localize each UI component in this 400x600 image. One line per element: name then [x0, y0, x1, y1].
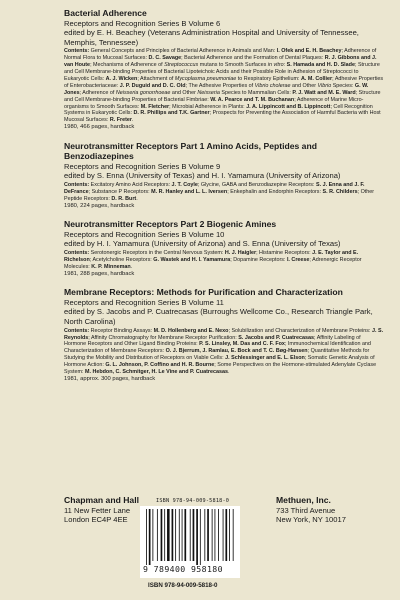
publisher-address-line: New York, NY 10017 [276, 515, 346, 525]
book-entry [64, 219, 384, 278]
book-pages: 1980, 224 pages, hardback [64, 202, 135, 209]
barcode-bar [157, 509, 158, 561]
publisher-footer [64, 496, 384, 596]
book-contents: Contents: Receptor Binding Assays: M. D. Hollenberg and E. Nexo; Solubilization and Characterization of Membrane Proteins: J. S. Reynolds; Affinity Chromatography for Membrane Receptor Purification: S. Jacobs and P. Cuatrecasas; Affinity Labeling of Hormone Receptors and Other Ligand Binding Proteins: P. S. Linsley, M. Das and C. F. Fox; Immunochemical Identification and Characterization of Membrane Receptors: O. J. Bjerrum, J. Ramlau, E. Bock and T. C. Bøg-Hansen; Quantitative Methods for Studying the Mobility and Distribution of Receptors on Viable Cells: J. Schlessinger and E. L. Elson; Somatic Genetic Analysis of Hormone Action: G. L. Johnson, P. Coffino and H. R. Bourne; Some Perspectives on the Hormone-stimulated Adenylate Cyclase System: M. Hebdon, C. Schmitger, H. Le Vine and P. Cuatrecasas. [64, 327, 384, 376]
book-series: Receptors and Recognition Series B Volume 11 [64, 297, 224, 307]
barcode-digits: 9 789400 958180 [143, 563, 223, 574]
book-editors: edited by H. I. Yamamura (University of Arizona) and S. Enna (University of Texas) [64, 239, 341, 249]
book-list [64, 8, 384, 393]
barcode-bar [225, 509, 227, 561]
barcode-bar [204, 509, 205, 561]
book-title: Bacterial Adherence [64, 8, 147, 18]
book-title: Membrane Receptors: Methods for Purification and Characterization [64, 287, 343, 298]
book-pages: 1981, approx. 300 pages, hardback [64, 375, 156, 382]
barcode-bar [223, 509, 224, 561]
book-series: Receptors and Recognition Series B Volume 6 [64, 18, 221, 28]
barcode-bar [212, 509, 213, 561]
barcode-icon [146, 509, 234, 565]
barcode-bar [207, 509, 209, 561]
publisher-name: Chapman and Hall [64, 495, 139, 505]
book-editors: edited by S. Enna (University of Texas) and H. I. Yamamura (University of Arizona) [64, 171, 341, 181]
publisher-name: Methuen, Inc. [276, 495, 331, 505]
book-series: Receptors and Recognition Series B Volume 10 [64, 229, 225, 239]
book-contents: Contents: Serotonergic Receptors in the Central Nervous System: H. J. Haigler; Histamine Receptors: J. E. Taylor and E. Richelson; Acetylcholine Receptors: G. Wastek and H. I. Yamamura; Dopamine Receptors: I. Creese; Adrenergic Receptor Molecules: K. P. Minneman. [64, 250, 362, 270]
book-pages: 1980, 466 pages, hardback [64, 124, 135, 131]
barcode-bar [215, 509, 216, 561]
book-title: Neurotransmitter Receptors Part 1 Amino Acids, Peptides and Benzodiazepines [64, 140, 317, 162]
isbn-label-bottom: ISBN 978-94-009-5818-0 [148, 582, 218, 589]
book-entry [64, 8, 384, 132]
book-entry [64, 141, 384, 211]
isbn-label-top: ISBN 978-94-009-5818-0 [156, 498, 230, 504]
barcode-bar [149, 509, 151, 565]
barcode-bar [172, 509, 174, 561]
barcode-bar [200, 509, 201, 565]
book-title: Neurotransmitter Receptors Part 2 Biogenic Amines [64, 219, 277, 230]
book-entry [64, 287, 384, 383]
publisher-address-line: 733 Third Avenue [276, 505, 336, 515]
book-contents: Contents: Excitatory Amino Acid Receptors: J. T. Coyle; Glycine, GABA and Benzodiazepine Receptors: S. J. Enna and J. F. DeFrance; Substance P Receptors: M. R. Hanley and L. L. Iversen; Enkephalin and Endorphin Receptors: S. R. Childers; Other Peptide Receptors: D. R. Burt. [64, 182, 375, 202]
publisher-right [276, 496, 346, 525]
publisher-address-line: 11 New Fetter Lane [64, 505, 131, 515]
barcode-area [140, 498, 258, 578]
publisher-left [64, 496, 139, 525]
barcode-bar [179, 509, 180, 561]
book-editors: edited by S. Jacobs and P. Cuatrecasas (Burroughs Wellcome Co., Research Triangle Park, North Carolina) [64, 307, 373, 327]
barcode-bar [196, 509, 198, 565]
barcode-bar [218, 509, 219, 561]
barcode-bar [193, 509, 195, 561]
barcode-bar [152, 509, 153, 561]
book-pages: 1981, 288 pages, hardback [64, 270, 135, 277]
barcode-bar [146, 509, 147, 565]
book-contents: Contents: General Concepts and Principles of Bacterial Adherence in Animals and Man: I. Ofek and E. H. Beachey; Adherence of Normal Flora to Mucosal Surfaces: D. C. Savage; Bacterial Adherence and the Formation of Dental Plaques: R. J. Gibbons and J. van Houte; Mechanisms of Adherence of Streptococcus mutans to Smooth Surfaces in vitro: S. Hamada and H. D. Slade; Structure and Cell Membrane-binding Properties of Bacterial Lipoteichoic Acids and their Possible Role in Adhesion of Streptococci to Eukaryotic Cells: A. J. Wicken; Attachment of Mycoplasma pneumoniae to Respiratory Epithelium: A. M. Collier; Adhesive Properties of Enterobacteriaceae: J. P. Duguid and D. C. Old; The Adhesive Properties of Vibrio cholerae and Other Vibrio Species: G. W. Jones; Adherence of Neisseria gonorrhoeae and Other Neisseria Species to Mammalian Cells: P. J. Watt and M. E. Ward; Structure and Cell Membrane-binding Properties of Bacterial Fimbriae: W. A. Pearce and T. M. Buchanan; Adherence of Marine Micro-organisms to Smooth Surfaces: M. Fletcher; Microbial Adherence in Plants: J. A. Lippincott and B. Lippincott; Cell Recognition Systems in Eukaryotic Cells: D. R. Phillips and T.K. Gartner; Prospects for Preventing the Association of Harmful Bacteria with Host Mucosal Surfaces: R. Freter. [64, 48, 384, 124]
book-series: Receptors and Recognition Series B Volume 9 [64, 161, 221, 171]
barcode-panel [140, 506, 240, 578]
barcode-bar [161, 509, 163, 561]
barcode-bar [190, 509, 191, 561]
barcode-bar [229, 509, 230, 561]
barcode-bar [167, 509, 170, 561]
barcode-bar [175, 509, 176, 561]
barcode-bar [164, 509, 165, 561]
barcode-bar [182, 509, 183, 561]
book-editors: edited by E. H. Beachey (Veterans Administration Hospital and University of Tennessee, Memphis, Tennessee) [64, 28, 359, 47]
publisher-address-line: London EC4P 4EE [64, 515, 128, 525]
barcode-bar [184, 509, 186, 561]
barcode-bar [233, 509, 234, 561]
